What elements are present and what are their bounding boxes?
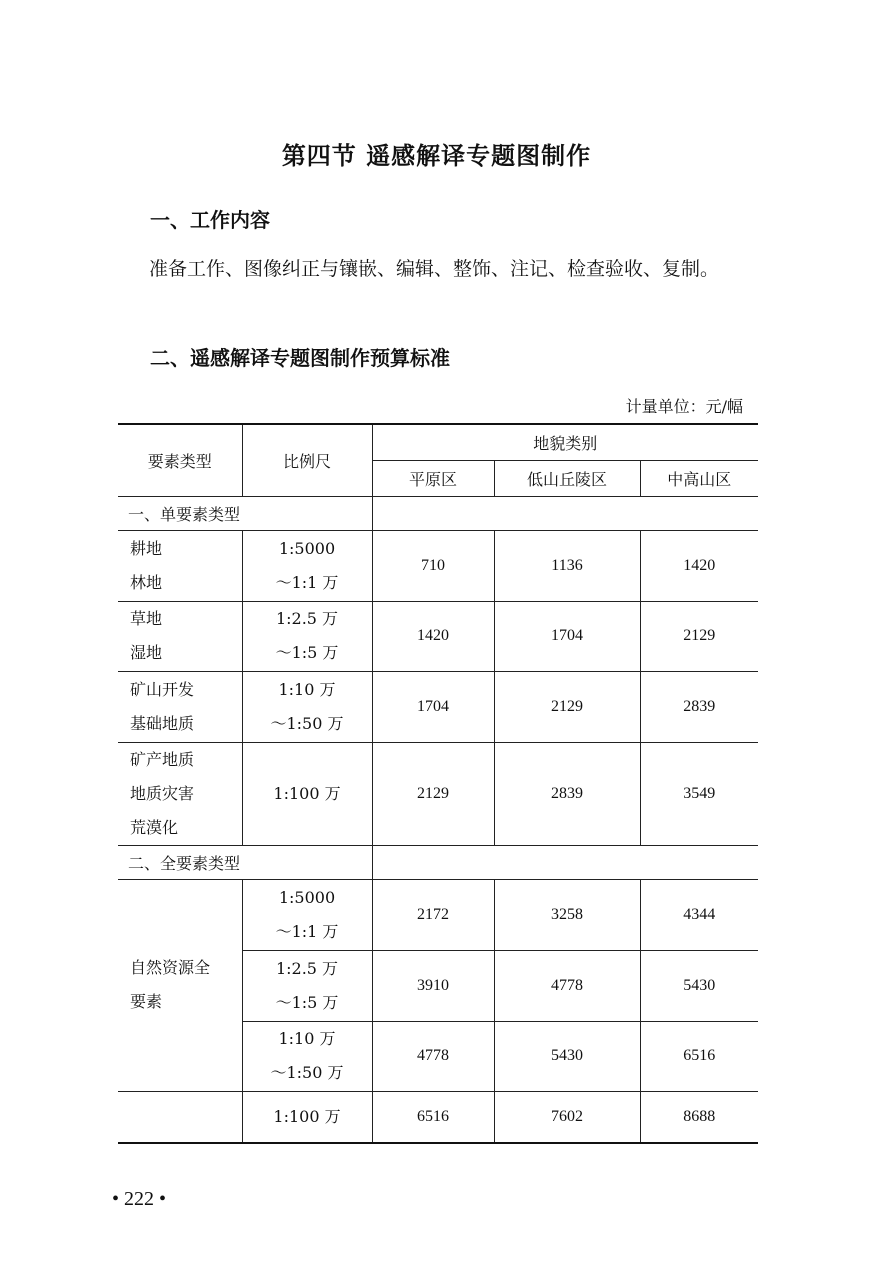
header-element-type: 要素类型 <box>118 424 242 496</box>
measurement-unit: 计量单位：元/幅 <box>625 397 743 416</box>
header-mid-high-mountain: 中高山区 <box>640 460 758 496</box>
element-cell: 自然资源全 要素 <box>118 879 242 1091</box>
scale-cell: 1:100 万 <box>242 1091 372 1143</box>
value-mountain: 4344 <box>640 879 758 950</box>
table-row <box>118 671 758 742</box>
header-low-hills: 低山丘陵区 <box>494 460 640 496</box>
value-mountain: 2839 <box>640 671 758 742</box>
value-plain: 2172 <box>372 879 494 950</box>
header-scale: 比例尺 <box>242 424 372 496</box>
value-hills: 5430 <box>494 1021 640 1091</box>
scale-cell: 1:5000 ～1:1 万 <box>242 879 372 950</box>
value-hills: 4778 <box>494 950 640 1021</box>
value-mountain: 6516 <box>640 1021 758 1091</box>
value-mountain: 3549 <box>640 742 758 845</box>
element-cell: 矿产地质 地质灾害 荒漠化 <box>118 742 242 845</box>
scale-cell: 1:2.5 万 ～1:5 万 <box>242 601 372 671</box>
value-plain: 2129 <box>372 742 494 845</box>
value-hills: 2839 <box>494 742 640 845</box>
budget-table <box>118 423 758 1144</box>
section-all-elements: 二、全要素类型 <box>118 845 372 879</box>
heading-work-content: 一、工作内容 <box>150 208 270 232</box>
value-mountain: 8688 <box>640 1091 758 1143</box>
table-row <box>118 742 758 845</box>
value-hills: 7602 <box>494 1091 640 1143</box>
table-header-row <box>118 424 758 460</box>
scale-cell: 1:100 万 <box>242 742 372 845</box>
value-mountain: 1420 <box>640 530 758 601</box>
value-plain: 3910 <box>372 950 494 1021</box>
value-mountain: 2129 <box>640 601 758 671</box>
element-cell: 草地 湿地 <box>118 601 242 671</box>
section-row <box>118 845 758 879</box>
element-cell: 耕地 林地 <box>118 530 242 601</box>
value-hills: 1136 <box>494 530 640 601</box>
header-plain: 平原区 <box>372 460 494 496</box>
table-row <box>118 879 758 950</box>
element-cell: 矿山开发 基础地质 <box>118 671 242 742</box>
section-row <box>118 496 758 530</box>
section-title: 第四节 遥感解译专题图制作 <box>281 142 592 170</box>
section-single-element: 一、单要素类型 <box>118 496 372 530</box>
table-row <box>118 1091 758 1143</box>
value-plain: 1420 <box>372 601 494 671</box>
scale-cell: 1:2.5 万 ～1:5 万 <box>242 950 372 1021</box>
value-plain: 4778 <box>372 1021 494 1091</box>
table-row <box>118 530 758 601</box>
work-content-paragraph: 准备工作、图像纠正与镶嵌、编辑、整饰、注记、检查验收、复制。 <box>149 258 720 280</box>
table-row <box>118 601 758 671</box>
value-plain: 710 <box>372 530 494 601</box>
page-number: • 222 • <box>112 1188 167 1210</box>
scale-cell: 1:10 万 ～1:50 万 <box>242 671 372 742</box>
scale-cell: 1:5000 ～1:1 万 <box>242 530 372 601</box>
scale-cell: 1:10 万 ～1:50 万 <box>242 1021 372 1091</box>
value-plain: 1704 <box>372 671 494 742</box>
value-hills: 2129 <box>494 671 640 742</box>
heading-budget-standard: 二、遥感解译专题图制作预算标准 <box>150 346 450 370</box>
value-hills: 3258 <box>494 879 640 950</box>
value-hills: 1704 <box>494 601 640 671</box>
value-mountain: 5430 <box>640 950 758 1021</box>
value-plain: 6516 <box>372 1091 494 1143</box>
header-landform: 地貌类别 <box>372 424 758 460</box>
